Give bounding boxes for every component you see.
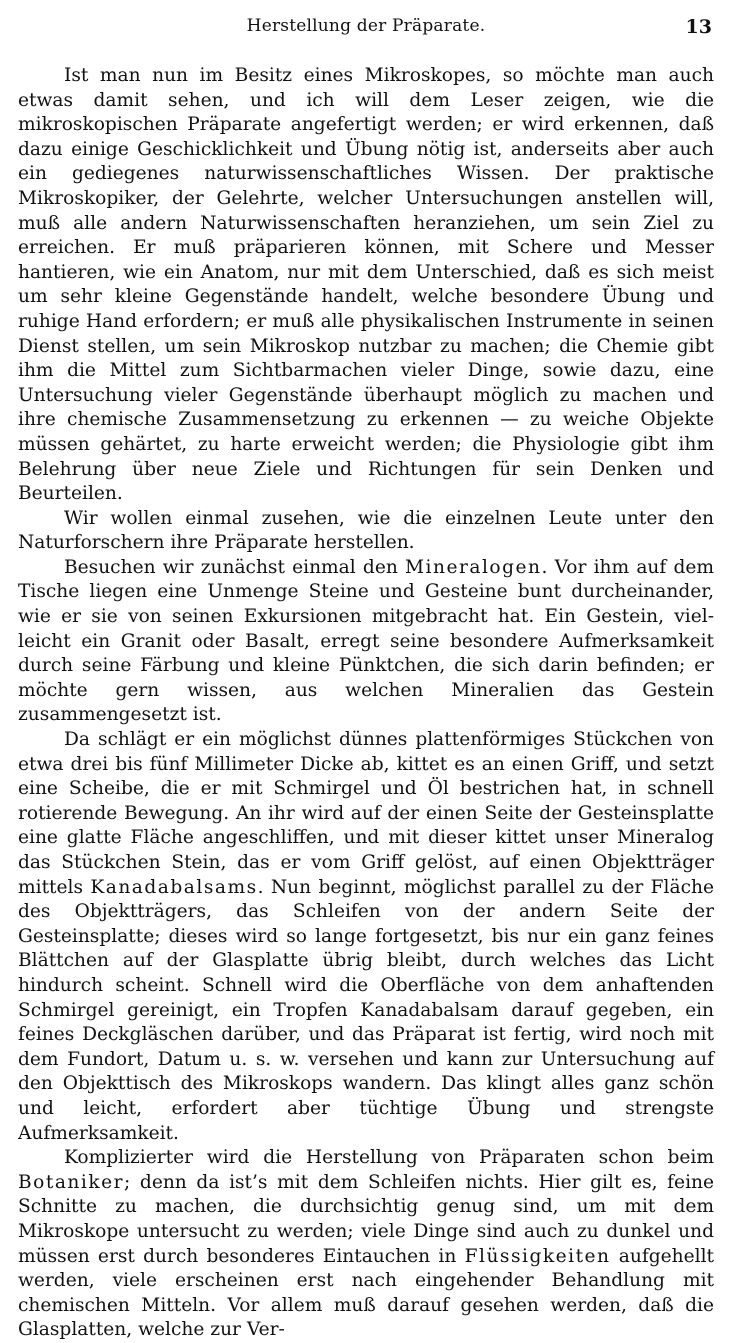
text-segment: Komplizierter wird die Herstellung von Präparaten schon beim — [64, 1147, 714, 1169]
text-segment: . Vor ihm auf dem Tische liegen eine Unmenge Steine und Gesteine bunt durcheinander, wie er sie von seinen Exkursionen mitgebracht hat. Ein Gestein, vielleicht ein Granit oder Basalt, erregt seine besondere Aufmerksamkeit durch seine Färbung und kleine Pünktchen, die sich darin befinden; er möchte gern wissen, aus welchen Mineralien das Gestein zusammengesetzt ist. — [18, 556, 715, 726]
paragraph-botanist — [18, 1146, 714, 1343]
paragraph-overview — [18, 507, 714, 556]
emphasized-term: Kanadabalsams — [90, 876, 258, 898]
paragraph-grinding — [18, 728, 714, 1146]
text-segment: . Nun beginnt, möglichst parallel zu der Fläche des Objektträgers, das Schleifen von der andern Seite der Gesteinsplatte; dieses wird so lange fortgesetzt, bis nur ein ganz feines Blättchen auf der Glasplatte übrig bleibt, durch welches das Licht hindurch scheint. Schnell wird die Oberfläche von dem anhaftenden Schmirgel gereinigt, ein Tropfen Kanadabalsam darauf gegeben, ein feines Deckgläschen darüber, und das Präparat ist fertig, wird noch mit dem Fundort, Datum u. s. w. versehen und kann zur Untersuchung auf den Objekttisch des Mikroskops wandern. Das klingt alles ganz schön und leicht, erfordert aber tüchtige Übung und strengste Aufmerksamkeit. — [18, 876, 714, 1144]
running-head — [18, 8, 714, 38]
running-title: Herstellung der Präparate. — [246, 16, 486, 36]
paragraph-intro — [18, 64, 714, 507]
text-segment: Ist man nun im Besitz eines Mikroskopes, so möchte man auch etwas damit sehen, und ich will dem Leser zeigen, wie die mikroskopischen Präparate angefertigt werden; er wird erkennen, daß dazu einige Geschicklichkeit und Übung nötig ist, anderseits aber auch ein gediegenes naturwissenschaftliches Wissen. Der praktische Mikroskopiker, der Gelehrte, welcher Untersuchungen anstellen will, muß alle andern Naturwissenschaften heranziehen, um sein Ziel zu erreichen. Er muß präparieren können, mit Schere und Messer hantieren, wie ein Anatom, nur mit dem Unterschied, daß es sich meist um sehr kleine Gegenstände handelt, welche besondere Übung und ruhige Hand erfordern; er muß alle physikalischen Instrumente in seinen Dienst stellen, um sein Mikroskop nutzbar zu machen; die Chemie gibt ihm die Mittel zum Sichtbarmachen vieler Dinge, sowie dazu, eine Untersuchung vieler Gegenstände überhaupt möglich zu machen und ihre chemische Zusammensetzung zu erkennen — zu weiche Objekte müssen gehärtet, zu harte erweicht werden; die Physiologie gibt ihm Belehrung über neue Ziele und Richtungen für sein Denken und Beurteilen. — [18, 65, 714, 505]
emphasized-term: Mineralogen — [405, 556, 542, 578]
text-segment: aufgehellt werden, viele erscheinen erst nach eingehender Behandlung mit chemischen Mitteln. Vor allem muß darauf gesehen werden, daß die Glasplatten, welche zur Ver- — [18, 1245, 715, 1341]
paragraph-mineralogist — [18, 556, 714, 728]
emphasized-term: Botaniker — [18, 1171, 124, 1193]
text-segment: Wir wollen einmal zusehen, wie die einzelnen Leute unter den Naturforschern ihre Präparate herstellen. — [18, 507, 714, 554]
page-number: 13 — [685, 16, 712, 38]
body-text — [18, 64, 714, 1343]
emphasized-term: Flüssigkeiten — [464, 1245, 611, 1267]
text-segment: ; denn da ist’s mit dem Schleifen nichts. Hier gilt es, feine Schnitte zu machen, die durchsichtig genug sind, um mit dem Mikroskope untersucht zu werden; viele Dinge sind auch zu dunkel und müssen erst durch besonderes Eintauchen in — [18, 1171, 714, 1267]
text-segment: Besuchen wir zunächst einmal den — [64, 556, 405, 578]
text-segment: Da schlägt er ein möglichst dünnes plattenförmiges Stückchen von etwa drei bis fünf Millimeter Dicke ab, kittet es an einen Griff, und setzt eine Scheibe, die er mit Schmirgel und Öl bestrichen hat, in schnell rotierende Bewegung. An ihr wird auf der einen Seite der Gesteinsplatte eine glatte Fläche angeschliffen, und mit dieser kittet unser Mineralog das Stückchen Stein, das er vom Griff gelöst, auf einen Objektträger mittels — [18, 729, 714, 898]
